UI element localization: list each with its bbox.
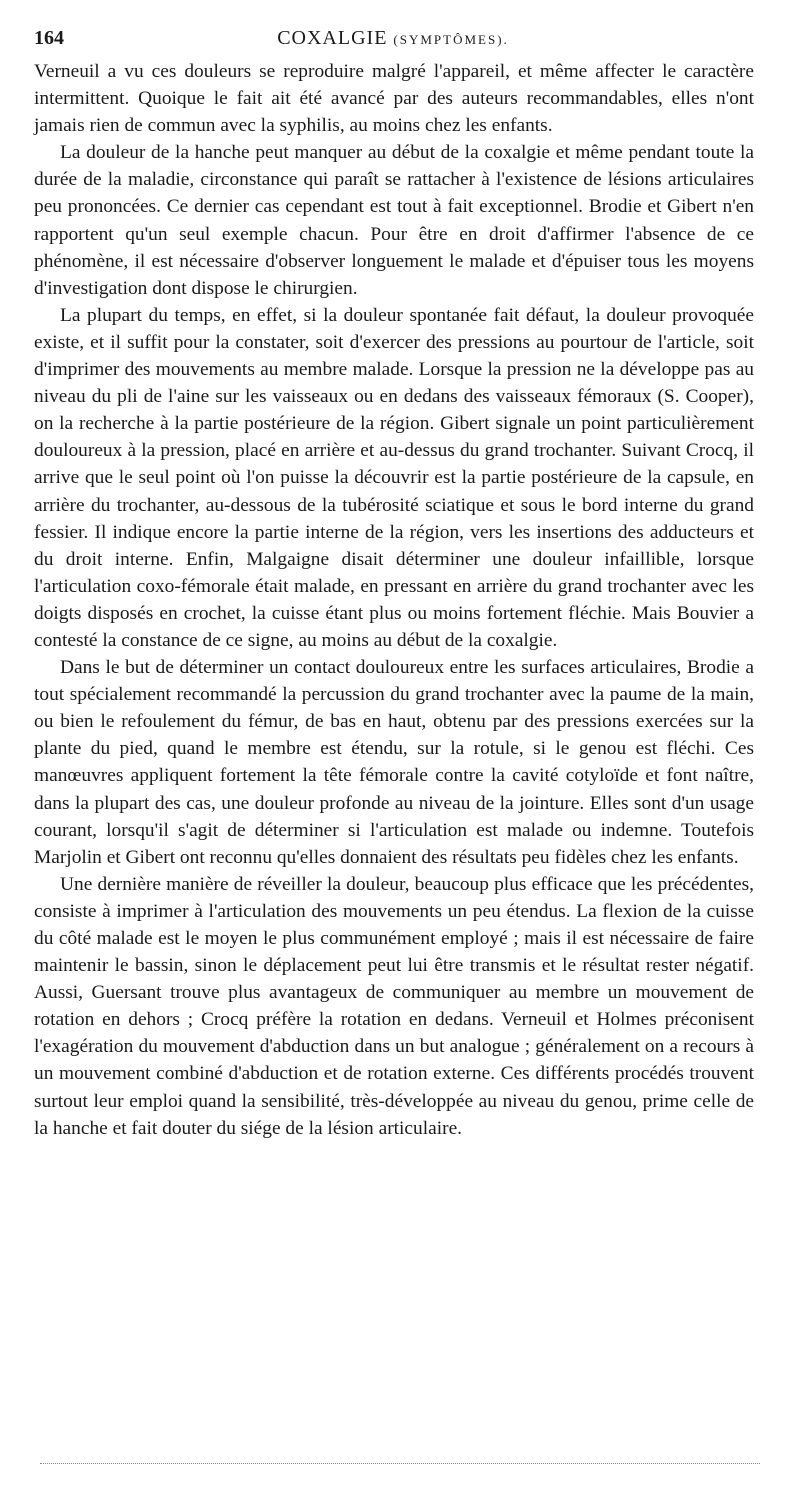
paragraph: Une dernière manière de réveiller la douleur, beaucoup plus efficace que les précédentes, consiste à imprimer à l'articulation des mouvements un peu étendus. La flexion de la cuisse du côté malade est le moyen le plus communément employé ; mais il est nécessaire de faire maintenir le bassin, sinon le déplacement peut lui être transmis et le résultat rester négatif. Aussi, Guersant trouve plus avantageux de communiquer au membre un mouvement de rotation en dehors ; Crocq préfère la rotation en dedans. Verneuil et Holmes préconisent l'exagération du mouvement d'abduction dans un but analogue ; généralement on a recours à un mouvement combiné d'abduction et de rotation externe. Ces différents procédés trouvent surtout leur emploi quand la sensibilité, très-développée au niveau du genou, prime celle de la hanche et fait douter du siége de la lésion articulaire.: [34, 873, 754, 1139]
paragraph: La douleur de la hanche peut manquer au début de la coxalgie et même pendant toute la durée de la maladie, circonstance qui paraît se rattacher à l'existence de lésions articulaires peu prononcées. Ce dernier cas cependant est tout à fait exceptionnel. Brodie et Gibert n'en rapportent qu'un seul exemple chacun. Pour être en droit d'affirmer l'absence de ce phénomène, il est nécessaire d'observer longuement le malade et d'épuiser tous les moyens d'investigation dont dispose le chirurgien.: [34, 142, 754, 299]
page-number: 164: [34, 27, 64, 49]
chapter-title: COXALGIE: [277, 27, 388, 49]
body-text: [34, 58, 754, 1142]
paragraph: Dans le but de déterminer un contact douloureux entre les surfaces articulaires, Brodie a tout spécialement recommandé la percussion du grand trochanter avec la paume de la main, ou bien le refoulement du fémur, de bas en haut, obtenu par des pressions exercées sur la plante du pied, quand le membre est étendu, sur la rotule, si le genou est fléchi. Ces manœuvres appliquent fortement la tête fémorale contre la cavité cotyloïde et font naître, dans la plupart des cas, une douleur profonde au niveau de la jointure. Elles sont d'un usage courant, lorsqu'il s'agit de déterminer si l'articulation est malade ou indemne. Toutefois Marjolin et Gibert ont reconnu qu'elles donnaient des résultats peu fidèles chez les enfants.: [34, 657, 754, 868]
bottom-rule: [40, 1463, 760, 1464]
section-subtitle: (SYMPTÔMES).: [393, 32, 509, 47]
paragraph: Verneuil a vu ces douleurs se reproduire malgré l'appareil, et même affecter le caractère intermittent. Quoique le fait ait été avancé par des auteurs recommandables, elles n'ont jamais rien de commun avec la syphilis, au moins chez les enfants.: [34, 61, 754, 137]
paragraph: La plupart du temps, en effet, si la douleur spontanée fait défaut, la douleur provoquée existe, et il suffit pour la constater, soit d'exercer des pressions au pourtour de l'article, soit d'imprimer des mouvements au membre malade. Lorsque la pression ne la développe pas au niveau du pli de l'aine sur les vaisseaux ou en dedans des vaisseaux fémoraux (S. Cooper), on la recherche à la partie postérieure de la région. Gibert signale un point particulièrement douloureux à la pression, placé en arrière et au-dessus du grand trochanter. Suivant Crocq, il arrive que le seul point où l'on puisse la découvrir est la partie postérieure de la capsule, en arrière du trochanter, au-dessous de la tubérosité sciatique et sous le bord interne du grand fessier. Il indique encore la partie interne de la région, vers les insertions des adducteurs et du droit interne. Enfin, Malgaigne disait déterminer une douleur infaillible, lorsque l'articulation coxo-fémorale était malade, en pressant en arrière du grand trochanter avec les doigts disposés en crochet, la cuisse étant plus ou moins fortement fléchie. Mais Bouvier a contesté la constance de ce signe, au moins au début de la coxalgie.: [34, 304, 754, 651]
running-title: [34, 24, 752, 54]
running-head: [34, 24, 752, 52]
